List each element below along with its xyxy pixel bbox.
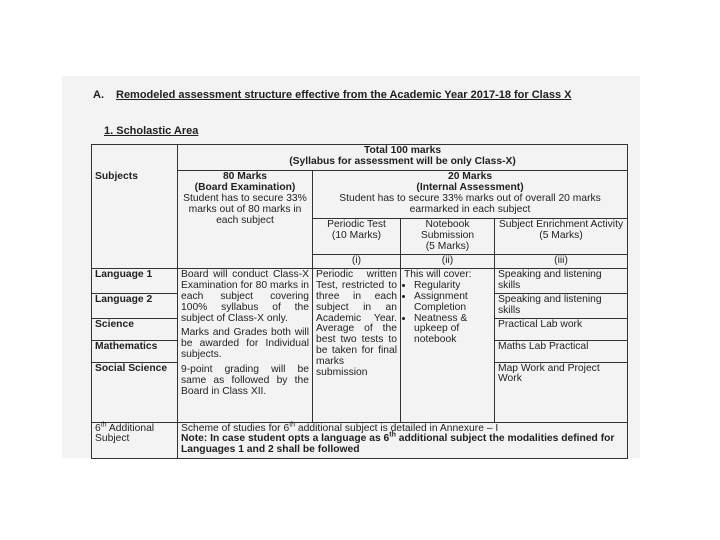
board-text-1: Board will conduct Class-X Examination for 80 marks in each subject covering 100% syllabus of the subject of Class-X only.: [181, 268, 309, 324]
scheme-text-sup: th: [289, 421, 296, 429]
subject-mathematics: Mathematics: [92, 340, 178, 362]
board-text-3: 9-point grading will be same as followed by the Board in Class XII.: [181, 364, 309, 397]
subject-language-1: Language 1: [92, 268, 178, 293]
note-text-sup: th: [389, 432, 396, 440]
board-description: [178, 268, 313, 422]
notebook-intro: This will cover:: [404, 268, 472, 280]
internal-assessment-header: [313, 171, 628, 219]
heading-scholastic-area: 1. Scholastic Area: [104, 125, 199, 137]
total-marks-header: [178, 145, 628, 171]
total-marks-title: Total 100 marks: [363, 145, 442, 156]
additional-scheme-cell: [178, 422, 628, 458]
notebook-list: [404, 281, 491, 346]
subject-social-science: Social Science: [92, 362, 178, 422]
board-note: Student has to secure 33% marks out of 80 marks in each subject: [183, 192, 307, 226]
enrichment-language-1: Speaking and listening skills: [495, 268, 628, 293]
note-text-start: In case student opts a language as 6: [207, 433, 390, 445]
additional-subject-label: Additional Subject: [95, 422, 155, 445]
heading-a-letter: A.: [93, 89, 104, 101]
additional-subject-number: 6: [95, 422, 101, 434]
scheme-text-start: Scheme of studies for 6: [181, 422, 290, 434]
notebook-item-assignment: • Assignment Completion: [414, 292, 491, 314]
board-text-2: Marks and Grades both will be awarded for Individual subjects.: [181, 327, 309, 361]
internal-label: (Internal Assessment): [416, 181, 524, 193]
enrichment-mathematics: Maths Lab Practical: [495, 340, 628, 362]
notebook-item-regularity: • Regularity: [414, 281, 491, 292]
notebook-marks: (5 Marks): [425, 240, 470, 252]
internal-note: Student has to secure 33% marks out of overall 20 marks earmarked in each subject: [339, 192, 601, 215]
additional-note: [181, 434, 624, 456]
enrichment-language-2: Speaking and listening skills: [495, 293, 628, 318]
periodic-number: (i): [313, 255, 401, 269]
internal-marks: 20 Marks: [447, 171, 493, 182]
note-label: Note:: [181, 433, 208, 445]
periodic-test-header: [313, 219, 401, 255]
assessment-table: [91, 144, 628, 459]
enrichment-header: [495, 219, 628, 255]
periodic-description: Periodic written Test, restricted to three in each subject in an Academic Year. Average of the best two tests to be taken for final marks submission: [313, 268, 401, 422]
notebook-number: (ii): [401, 255, 495, 269]
subject-science: Science: [92, 318, 178, 340]
notebook-item-neatness: • Neatness & upkeep of notebook: [414, 314, 491, 347]
subject-additional: [92, 422, 178, 458]
notebook-title: Notebook Submission: [420, 219, 475, 241]
note-text-end: additional subject the modalities defined for Languages 1 and 2 shall be followed: [181, 433, 615, 456]
notebook-description: [401, 268, 495, 422]
board-label: (Board Examination): [194, 181, 296, 193]
scheme-text-end: additional subject is detailed in Annexure – I: [295, 422, 499, 434]
enrichment-science: Practical Lab work: [495, 318, 628, 340]
additional-subject-sup: th: [100, 421, 107, 429]
enrichment-marks: (5 Marks): [539, 229, 583, 241]
periodic-marks: (10 Marks): [331, 229, 382, 241]
subject-language-2: Language 2: [92, 293, 178, 318]
notebook-header: [401, 219, 495, 255]
total-marks-note: (Syllabus for assessment will be only Class-X): [289, 155, 516, 167]
heading-a-title: Remodeled assessment structure effective from the Academic Year 2017-18 for Class X: [116, 89, 572, 101]
enrichment-social-science: Map Work and Project Work: [495, 362, 628, 422]
board-marks: 80 Marks: [222, 171, 268, 182]
enrichment-number: (iii): [495, 255, 628, 269]
subjects-header: Subjects: [92, 171, 178, 269]
periodic-title: Periodic Test: [327, 219, 386, 230]
empty-corner-cell: [92, 145, 178, 171]
enrichment-title: Subject Enrichment Activity: [498, 219, 624, 230]
board-exam-header: [178, 171, 313, 269]
